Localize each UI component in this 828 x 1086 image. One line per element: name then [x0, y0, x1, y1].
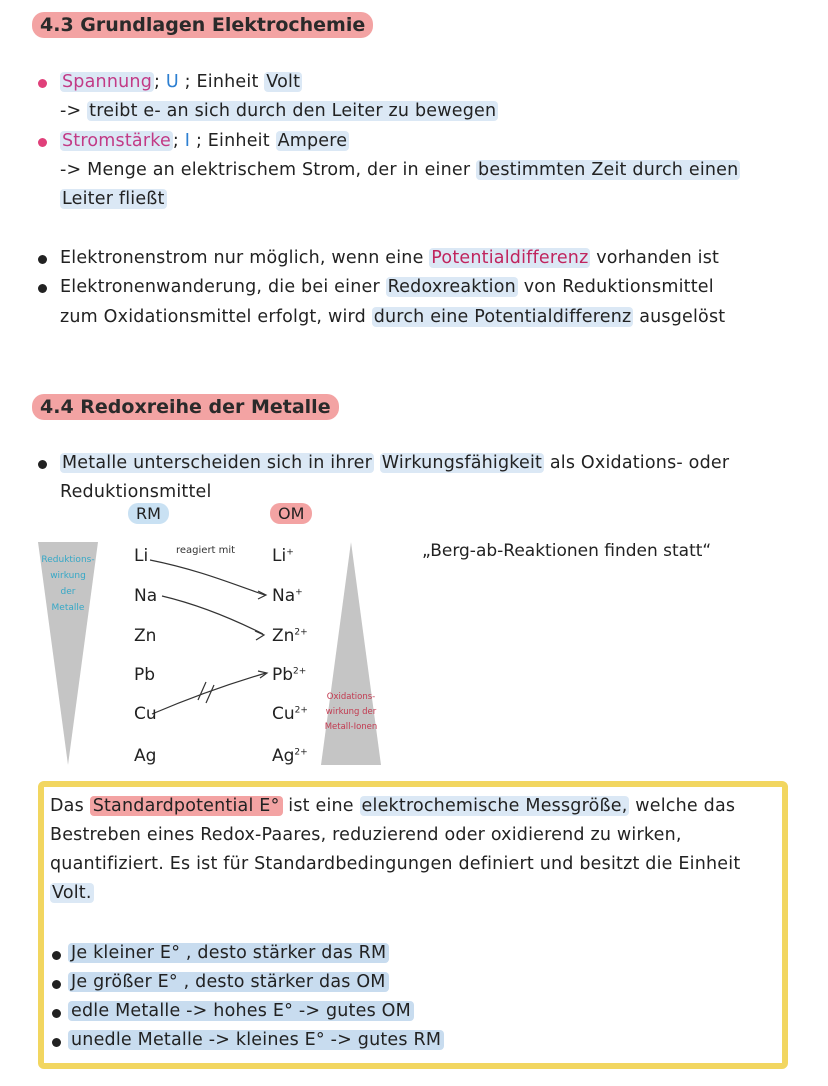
arrow-li-na — [150, 560, 265, 595]
box-bullet — [52, 980, 61, 989]
rm-label: RM — [128, 503, 169, 524]
unit-ampere: Ampere — [277, 131, 348, 151]
box-bullet-line: Je kleiner E° , desto stärker das RM — [68, 943, 389, 963]
rm-item: Na — [134, 586, 158, 606]
line-elektronenstrom: Elektronenstrom nur möglich, wenn eine Potentialdifferenz vorhanden ist — [60, 248, 720, 268]
stromstaerke-description-2: Leiter fließt — [62, 189, 165, 209]
arrow-na-zn — [162, 596, 263, 634]
line-elektronenwanderung: Elektronenwanderung, die bei einer Redoxreaktion von Reduktionsmittel — [60, 277, 714, 297]
unit-volt: Volt — [266, 72, 301, 92]
spannung-description: -> treibt e- an sich durch den Leiter zu bewegen — [60, 101, 497, 121]
line-elektronenwanderung-2: zum Oxidationsmittel erfolgt, wird durch eine Potentialdifferenz ausgelöst — [60, 307, 726, 327]
term-spannung: Spannung — [62, 72, 153, 92]
right-wedge-label: Oxidations- wirkung der Metall-Ionen — [324, 692, 378, 732]
term-redoxreaktion: Redoxreaktion — [387, 277, 516, 297]
box-bullet-line: edle Metalle -> hohes E° -> gutes OM — [68, 1001, 414, 1021]
definition-line-3: quantifiziert. Es ist für Standardbedingungen definiert und besitzt die Einheit — [50, 854, 741, 874]
rm-item: Li — [134, 546, 149, 566]
arrow-cu-pb — [152, 673, 266, 714]
rm-item: Pb — [134, 665, 156, 685]
section-heading-4-4: 4.4 Redoxreihe der Metalle — [32, 394, 339, 420]
term-standardpotential: Standardpotential E° — [90, 796, 283, 816]
line-metalle: Metalle unterscheiden sich in ihrer Wirkungsfähigkeit als Oxidations- oder — [62, 453, 730, 473]
om-item: $Zn^{2+}$ — [272, 626, 308, 646]
box-bullet-line: Je größer E° , desto stärker das OM — [68, 972, 389, 992]
rm-item: Cu — [134, 704, 157, 724]
term-potentialdifferenz: Potentialdifferenz — [431, 248, 589, 268]
definition-line-4: Volt. — [52, 883, 92, 903]
bullet-line-spannung: Spannung ; U ; Einheit Volt — [62, 72, 301, 92]
om-item: $Cu^{2+}$ — [272, 704, 308, 724]
rm-item: Ag — [134, 746, 157, 766]
box-bullet-line: unedle Metalle -> kleines E° -> gutes RM — [68, 1030, 444, 1050]
om-item: $Ag^{2+}$ — [272, 746, 308, 766]
line-metalle-2: Reduktionsmittel — [60, 482, 212, 502]
symbol-u: U — [165, 72, 179, 92]
definition-line-2: Bestreben eines Redox-Paares, reduzierend oder oxidierend zu wirken, — [50, 825, 682, 845]
definition-line-1: Das Standardpotential E° ist eine elektrochemische Messgröße, welche das — [50, 796, 736, 816]
box-bullet — [52, 1038, 61, 1047]
arrow-label: reagiert mit — [176, 545, 236, 556]
term-wirkungsfaehigkeit: Wirkungsfähigkeit — [381, 453, 543, 473]
om-item: Na+ — [272, 586, 303, 606]
om-item: Li+ — [272, 546, 294, 566]
box-bullet — [52, 1009, 61, 1018]
box-bullet — [52, 951, 61, 960]
om-item: $Pb^{2+}$ — [272, 665, 307, 685]
rm-item: Zn — [134, 626, 157, 646]
stromstaerke-description: -> Menge an elektrischem Strom, der in einer bestimmten Zeit durch einen — [60, 160, 739, 180]
section-heading-4-3: 4.3 Grundlagen Elektrochemie — [32, 12, 373, 38]
om-label: OM — [270, 503, 312, 524]
symbol-i: I — [184, 131, 191, 151]
left-wedge-label: Reduktions- wirkung der Metalle — [41, 555, 95, 613]
term-stromstaerke: Stromstärke — [62, 131, 171, 151]
quote-berg-ab: „Berg-ab-Reaktionen finden statt“ — [422, 541, 712, 561]
bullet-line-stromstaerke: Stromstärke ; I ; Einheit Ampere — [62, 131, 348, 151]
